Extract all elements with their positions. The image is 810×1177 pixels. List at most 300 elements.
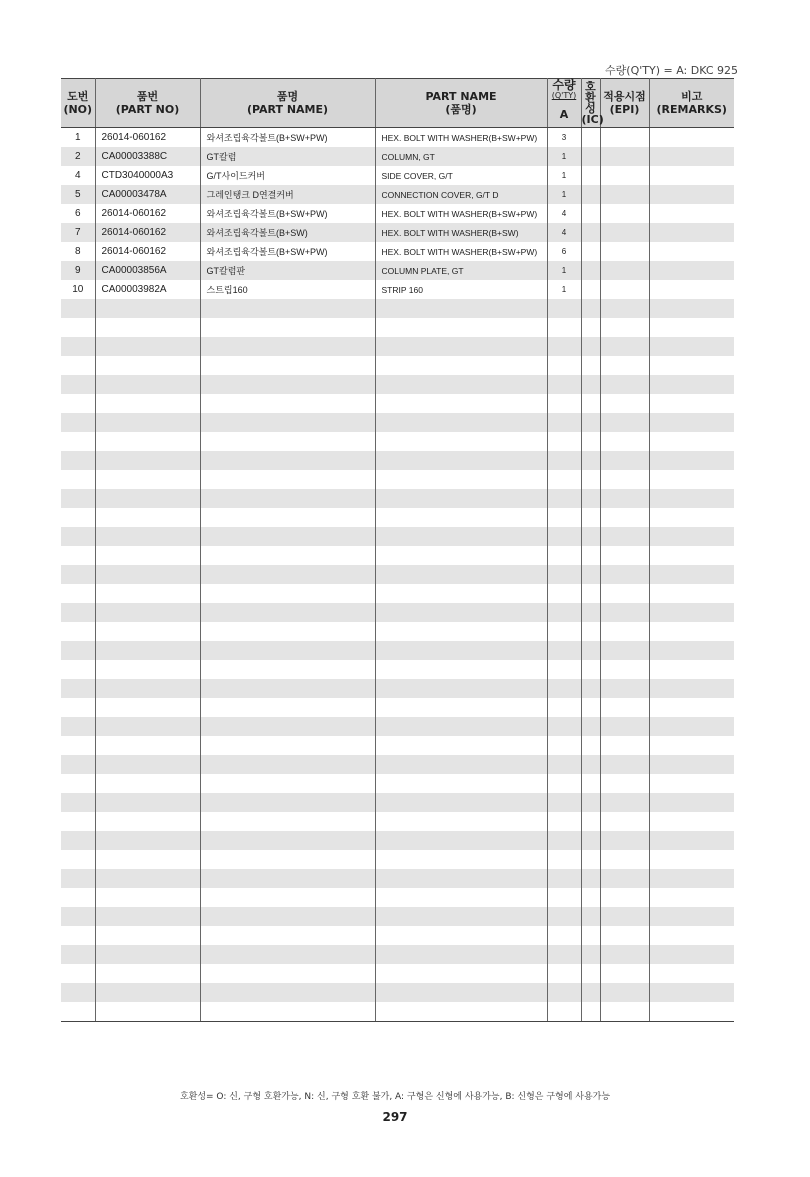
cell-no — [61, 983, 95, 1002]
cell-ic — [581, 128, 600, 148]
cell-part-no: 26014-060162 — [95, 128, 200, 148]
cell-epi — [600, 812, 649, 831]
empty-row — [61, 584, 734, 603]
cell-ic — [581, 869, 600, 888]
cell-ic — [581, 451, 600, 470]
cell-part-name-kr — [200, 356, 375, 375]
empty-row — [61, 907, 734, 926]
cell-qty — [547, 622, 581, 641]
cell-qty: 6 — [547, 242, 581, 261]
cell-remarks — [649, 261, 734, 280]
table-row — [61, 280, 734, 299]
cell-ic — [581, 527, 600, 546]
cell-epi — [600, 565, 649, 584]
cell-ic — [581, 812, 600, 831]
empty-row — [61, 565, 734, 584]
cell-qty — [547, 337, 581, 356]
cell-qty — [547, 755, 581, 774]
cell-qty — [547, 1002, 581, 1022]
empty-row — [61, 926, 734, 945]
cell-ic — [581, 337, 600, 356]
cell-part-no: CA00003388C — [95, 147, 200, 166]
cell-part-name-kr: G/T사이드커버 — [200, 166, 375, 185]
cell-part-name-en — [375, 850, 547, 869]
cell-part-name-en — [375, 755, 547, 774]
empty-row — [61, 337, 734, 356]
cell-part-no — [95, 565, 200, 584]
cell-epi — [600, 318, 649, 337]
cell-ic — [581, 223, 600, 242]
parts-table — [61, 78, 734, 1022]
cell-ic — [581, 584, 600, 603]
cell-remarks — [649, 755, 734, 774]
empty-row — [61, 755, 734, 774]
cell-epi — [600, 413, 649, 432]
empty-row — [61, 451, 734, 470]
cell-part-name-en — [375, 774, 547, 793]
cell-part-name-kr — [200, 432, 375, 451]
table-row — [61, 128, 734, 148]
cell-part-no — [95, 1002, 200, 1022]
empty-row — [61, 945, 734, 964]
cell-part-no — [95, 508, 200, 527]
cell-remarks — [649, 299, 734, 318]
cell-no — [61, 470, 95, 489]
cell-ic — [581, 242, 600, 261]
cell-part-name-kr — [200, 812, 375, 831]
cell-part-name-en — [375, 793, 547, 812]
cell-part-name-kr — [200, 337, 375, 356]
cell-part-no — [95, 698, 200, 717]
cell-part-no — [95, 755, 200, 774]
cell-remarks — [649, 793, 734, 812]
cell-no — [61, 888, 95, 907]
cell-part-no — [95, 527, 200, 546]
cell-epi — [600, 774, 649, 793]
cell-remarks — [649, 166, 734, 185]
cell-epi — [600, 945, 649, 964]
cell-remarks — [649, 584, 734, 603]
cell-epi — [600, 394, 649, 413]
cell-qty — [547, 736, 581, 755]
cell-epi — [600, 660, 649, 679]
cell-remarks — [649, 280, 734, 299]
cell-ic — [581, 489, 600, 508]
cell-part-name-kr — [200, 375, 375, 394]
cell-part-name-kr — [200, 584, 375, 603]
cell-part-name-kr — [200, 546, 375, 565]
cell-ic — [581, 850, 600, 869]
cell-part-no — [95, 318, 200, 337]
empty-row — [61, 1002, 734, 1022]
cell-no — [61, 603, 95, 622]
table-row — [61, 147, 734, 166]
table-row — [61, 223, 734, 242]
cell-part-name-en: HEX. BOLT WITH WASHER(B+SW+PW) — [375, 242, 547, 261]
cell-qty — [547, 945, 581, 964]
cell-qty — [547, 888, 581, 907]
cell-epi — [600, 869, 649, 888]
cell-part-no — [95, 546, 200, 565]
cell-remarks — [649, 185, 734, 204]
cell-ic — [581, 565, 600, 584]
cell-no — [61, 584, 95, 603]
cell-part-no — [95, 888, 200, 907]
empty-row — [61, 964, 734, 983]
cell-part-name-en — [375, 565, 547, 584]
cell-part-name-en: HEX. BOLT WITH WASHER(B+SW+PW) — [375, 204, 547, 223]
empty-row — [61, 812, 734, 831]
cell-qty — [547, 831, 581, 850]
cell-qty: 1 — [547, 147, 581, 166]
cell-part-name-en — [375, 318, 547, 337]
col-header-part-name-en: PART NAME (품명) — [375, 79, 547, 128]
cell-ic — [581, 147, 600, 166]
cell-no — [61, 793, 95, 812]
cell-part-name-kr — [200, 641, 375, 660]
cell-part-name-kr: 와셔조립육각볼트(B+SW+PW) — [200, 128, 375, 148]
cell-part-name-kr — [200, 736, 375, 755]
cell-part-no: CA00003478A — [95, 185, 200, 204]
cell-part-name-en — [375, 907, 547, 926]
cell-no — [61, 812, 95, 831]
cell-no — [61, 394, 95, 413]
cell-no: 1 — [61, 128, 95, 148]
cell-part-name-en — [375, 622, 547, 641]
cell-no — [61, 964, 95, 983]
cell-no: 8 — [61, 242, 95, 261]
cell-part-name-kr — [200, 603, 375, 622]
empty-row — [61, 508, 734, 527]
cell-ic — [581, 736, 600, 755]
cell-part-name-kr — [200, 983, 375, 1002]
cell-part-name-en: CONNECTION COVER, G/T D — [375, 185, 547, 204]
cell-part-no — [95, 964, 200, 983]
empty-row — [61, 299, 734, 318]
empty-row — [61, 793, 734, 812]
cell-ic — [581, 755, 600, 774]
cell-part-no — [95, 375, 200, 394]
cell-part-name-kr — [200, 679, 375, 698]
cell-qty: 3 — [547, 128, 581, 148]
cell-epi — [600, 679, 649, 698]
cell-part-name-en — [375, 736, 547, 755]
cell-part-no — [95, 793, 200, 812]
cell-epi — [600, 584, 649, 603]
cell-part-name-en — [375, 964, 547, 983]
cell-no — [61, 565, 95, 584]
cell-part-name-en — [375, 299, 547, 318]
cell-remarks — [649, 660, 734, 679]
cell-epi — [600, 698, 649, 717]
cell-ic — [581, 356, 600, 375]
cell-qty — [547, 964, 581, 983]
cell-part-name-en — [375, 337, 547, 356]
cell-epi — [600, 622, 649, 641]
cell-qty: 1 — [547, 280, 581, 299]
cell-remarks — [649, 736, 734, 755]
cell-epi — [600, 983, 649, 1002]
empty-row — [61, 736, 734, 755]
cell-epi — [600, 831, 649, 850]
cell-no — [61, 850, 95, 869]
cell-ic — [581, 964, 600, 983]
cell-no: 4 — [61, 166, 95, 185]
cell-part-name-en — [375, 679, 547, 698]
cell-part-name-en — [375, 641, 547, 660]
cell-part-no — [95, 470, 200, 489]
cell-qty — [547, 527, 581, 546]
cell-epi — [600, 793, 649, 812]
cell-part-no — [95, 337, 200, 356]
table-row — [61, 185, 734, 204]
cell-remarks — [649, 907, 734, 926]
cell-part-name-en — [375, 926, 547, 945]
cell-remarks — [649, 983, 734, 1002]
cell-no — [61, 755, 95, 774]
empty-row — [61, 318, 734, 337]
cell-epi — [600, 470, 649, 489]
empty-row — [61, 413, 734, 432]
cell-part-name-kr: 와셔조립육각볼트(B+SW) — [200, 223, 375, 242]
cell-epi — [600, 147, 649, 166]
cell-part-name-kr: 그레인탱크 D연결커버 — [200, 185, 375, 204]
cell-part-name-kr — [200, 451, 375, 470]
cell-part-name-kr — [200, 394, 375, 413]
cell-no — [61, 660, 95, 679]
cell-part-name-en — [375, 983, 547, 1002]
cell-no: 10 — [61, 280, 95, 299]
cell-part-no — [95, 584, 200, 603]
cell-epi — [600, 850, 649, 869]
cell-ic — [581, 888, 600, 907]
cell-ic — [581, 698, 600, 717]
cell-part-name-kr: 와셔조립육각볼트(B+SW+PW) — [200, 242, 375, 261]
cell-no — [61, 337, 95, 356]
cell-ic — [581, 622, 600, 641]
cell-remarks — [649, 603, 734, 622]
cell-epi — [600, 242, 649, 261]
empty-row — [61, 850, 734, 869]
empty-row — [61, 375, 734, 394]
empty-row — [61, 983, 734, 1002]
cell-part-name-en: COLUMN PLATE, GT — [375, 261, 547, 280]
col-header-no: 도번 (NO) — [61, 79, 95, 128]
col-header-remarks: 비고 (REMARKS) — [649, 79, 734, 128]
cell-part-name-en: STRIP 160 — [375, 280, 547, 299]
cell-part-no — [95, 489, 200, 508]
cell-epi — [600, 128, 649, 148]
cell-ic — [581, 508, 600, 527]
cell-ic — [581, 641, 600, 660]
empty-row — [61, 489, 734, 508]
cell-ic — [581, 470, 600, 489]
cell-part-name-en — [375, 489, 547, 508]
cell-remarks — [649, 869, 734, 888]
cell-epi — [600, 603, 649, 622]
cell-qty — [547, 812, 581, 831]
cell-remarks — [649, 812, 734, 831]
cell-remarks — [649, 698, 734, 717]
cell-epi — [600, 546, 649, 565]
cell-part-no — [95, 812, 200, 831]
empty-row — [61, 717, 734, 736]
cell-remarks — [649, 527, 734, 546]
cell-remarks — [649, 128, 734, 148]
cell-part-no — [95, 432, 200, 451]
cell-epi — [600, 717, 649, 736]
cell-part-name-en — [375, 869, 547, 888]
cell-no — [61, 622, 95, 641]
cell-epi — [600, 1002, 649, 1022]
cell-epi — [600, 280, 649, 299]
cell-part-name-en — [375, 812, 547, 831]
cell-no — [61, 926, 95, 945]
cell-part-name-en — [375, 375, 547, 394]
cell-no — [61, 907, 95, 926]
cell-part-no — [95, 299, 200, 318]
cell-part-name-en — [375, 413, 547, 432]
cell-ic — [581, 318, 600, 337]
cell-remarks — [649, 356, 734, 375]
qty-legend-note: 수량(Q'TY) = A: DKC 925 — [605, 64, 738, 77]
cell-no: 9 — [61, 261, 95, 280]
cell-part-name-kr: 와셔조립육각볼트(B+SW+PW) — [200, 204, 375, 223]
cell-ic — [581, 261, 600, 280]
cell-part-name-kr — [200, 926, 375, 945]
cell-part-name-kr — [200, 793, 375, 812]
cell-epi — [600, 736, 649, 755]
cell-part-name-en — [375, 888, 547, 907]
cell-ic — [581, 907, 600, 926]
cell-part-name-kr — [200, 869, 375, 888]
cell-part-name-kr — [200, 470, 375, 489]
cell-part-name-kr: GT칼럼 — [200, 147, 375, 166]
cell-ic — [581, 1002, 600, 1022]
cell-no — [61, 774, 95, 793]
cell-remarks — [649, 717, 734, 736]
cell-epi — [600, 907, 649, 926]
cell-remarks — [649, 850, 734, 869]
empty-row — [61, 603, 734, 622]
cell-part-no — [95, 717, 200, 736]
cell-no — [61, 527, 95, 546]
cell-part-name-kr — [200, 945, 375, 964]
cell-epi — [600, 356, 649, 375]
cell-qty — [547, 508, 581, 527]
cell-part-no: 26014-060162 — [95, 223, 200, 242]
cell-ic — [581, 945, 600, 964]
cell-part-name-en — [375, 527, 547, 546]
cell-part-no — [95, 622, 200, 641]
cell-qty — [547, 318, 581, 337]
cell-part-name-en — [375, 945, 547, 964]
cell-epi — [600, 451, 649, 470]
cell-remarks — [649, 945, 734, 964]
cell-qty — [547, 413, 581, 432]
cell-ic — [581, 983, 600, 1002]
cell-part-name-kr — [200, 508, 375, 527]
cell-qty — [547, 565, 581, 584]
table-header-row — [61, 79, 734, 102]
cell-remarks — [649, 451, 734, 470]
cell-epi — [600, 888, 649, 907]
cell-epi — [600, 375, 649, 394]
cell-part-no — [95, 660, 200, 679]
cell-qty — [547, 489, 581, 508]
col-header-part-name-kr: 품명 (PART NAME) — [200, 79, 375, 128]
cell-remarks — [649, 679, 734, 698]
cell-qty: 1 — [547, 166, 581, 185]
cell-remarks — [649, 774, 734, 793]
cell-no: 7 — [61, 223, 95, 242]
cell-part-name-kr — [200, 299, 375, 318]
cell-qty — [547, 983, 581, 1002]
cell-remarks — [649, 546, 734, 565]
cell-ic — [581, 831, 600, 850]
cell-part-no: CA00003856A — [95, 261, 200, 280]
cell-part-name-en — [375, 603, 547, 622]
empty-row — [61, 527, 734, 546]
cell-remarks — [649, 831, 734, 850]
table-row — [61, 204, 734, 223]
cell-qty — [547, 850, 581, 869]
cell-no — [61, 508, 95, 527]
cell-part-name-kr — [200, 850, 375, 869]
cell-part-no — [95, 356, 200, 375]
cell-epi — [600, 299, 649, 318]
cell-part-name-kr — [200, 527, 375, 546]
cell-no — [61, 432, 95, 451]
empty-row — [61, 641, 734, 660]
cell-qty — [547, 698, 581, 717]
empty-row — [61, 698, 734, 717]
cell-epi — [600, 926, 649, 945]
cell-qty — [547, 926, 581, 945]
cell-part-name-kr — [200, 755, 375, 774]
cell-part-name-en — [375, 394, 547, 413]
cell-part-no — [95, 831, 200, 850]
cell-remarks — [649, 204, 734, 223]
cell-remarks — [649, 242, 734, 261]
cell-part-no — [95, 394, 200, 413]
cell-qty — [547, 603, 581, 622]
cell-epi — [600, 964, 649, 983]
cell-qty — [547, 299, 581, 318]
cell-remarks — [649, 318, 734, 337]
cell-part-name-en — [375, 546, 547, 565]
parts-table-body — [61, 128, 734, 1022]
cell-part-no — [95, 945, 200, 964]
cell-part-name-kr — [200, 413, 375, 432]
cell-qty — [547, 907, 581, 926]
cell-ic — [581, 432, 600, 451]
empty-row — [61, 622, 734, 641]
cell-part-name-kr — [200, 489, 375, 508]
cell-qty — [547, 679, 581, 698]
empty-row — [61, 774, 734, 793]
cell-part-no — [95, 413, 200, 432]
cell-part-name-en — [375, 1002, 547, 1022]
cell-remarks — [649, 489, 734, 508]
cell-remarks — [649, 394, 734, 413]
cell-ic — [581, 375, 600, 394]
cell-part-name-kr — [200, 565, 375, 584]
cell-no — [61, 1002, 95, 1022]
cell-part-no: CA00003982A — [95, 280, 200, 299]
cell-remarks — [649, 622, 734, 641]
page-number: 297 — [382, 1110, 408, 1124]
